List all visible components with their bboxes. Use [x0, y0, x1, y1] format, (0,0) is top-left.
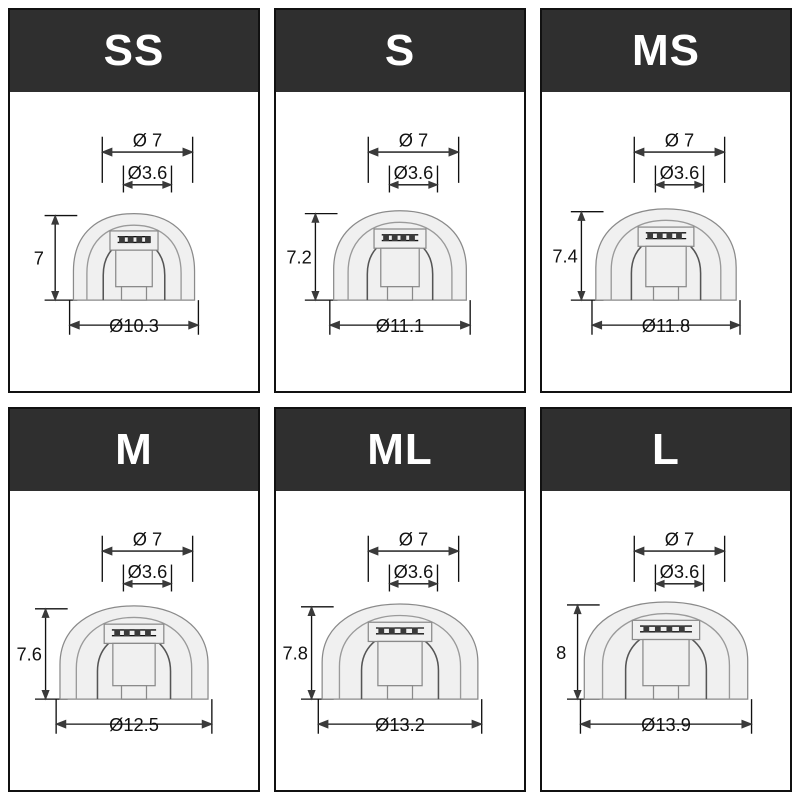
inner-diameter-text: Ø3.6 [659, 162, 700, 184]
width-text: Ø11.1 [375, 314, 425, 336]
inner-diameter-text: Ø3.6 [393, 561, 434, 583]
width-text: Ø12.5 [109, 713, 159, 735]
size-label: MS [632, 26, 700, 75]
size-label: ML [367, 425, 433, 474]
eartip-drawing [10, 92, 258, 391]
width-text: Ø13.2 [375, 713, 425, 735]
width-text: Ø10.3 [109, 314, 159, 336]
card-title-bar [10, 10, 258, 92]
inner-diameter-text: Ø3.6 [393, 162, 434, 184]
eartip-drawing [276, 491, 524, 790]
inner-diameter-text: Ø3.6 [127, 162, 168, 184]
inner-diameter-text: Ø3.6 [127, 561, 168, 583]
outer-diameter-text: Ø 7 [664, 129, 695, 151]
eartip-card-s [274, 8, 526, 393]
outer-diameter-text: Ø 7 [398, 129, 429, 151]
size-label: S [384, 26, 416, 75]
card-title-bar [276, 10, 524, 92]
height-text: 7 [33, 247, 44, 269]
height-text: 8 [556, 641, 567, 663]
height-text: 7.6 [16, 643, 42, 665]
outer-diameter-text: Ø 7 [132, 528, 163, 550]
eartip-card-m [8, 407, 260, 792]
height-text: 7.8 [282, 642, 308, 664]
outer-diameter-text: Ø 7 [664, 528, 695, 550]
card-title-bar [542, 409, 790, 491]
card-title-bar [10, 409, 258, 491]
eartip-drawing [276, 92, 524, 391]
outer-diameter-text: Ø 7 [132, 129, 163, 151]
eartip-card-ss [8, 8, 260, 393]
height-text: 7.4 [552, 245, 578, 267]
eartip-card-ml [274, 407, 526, 792]
width-text: Ø11.8 [641, 314, 691, 336]
eartip-drawing [542, 491, 790, 790]
card-title-bar [542, 10, 790, 92]
card-title-bar [276, 409, 524, 491]
eartip-drawing [542, 92, 790, 391]
eartip-card-l [540, 407, 792, 792]
outer-diameter-text: Ø 7 [398, 528, 429, 550]
width-text: Ø13.9 [641, 713, 691, 735]
eartip-card-ms [540, 8, 792, 393]
size-label: SS [103, 26, 165, 75]
eartip-drawing [10, 491, 258, 790]
inner-diameter-text: Ø3.6 [659, 561, 700, 583]
size-label: L [652, 425, 680, 474]
height-text: 7.2 [286, 246, 312, 268]
size-label: M [115, 425, 153, 474]
